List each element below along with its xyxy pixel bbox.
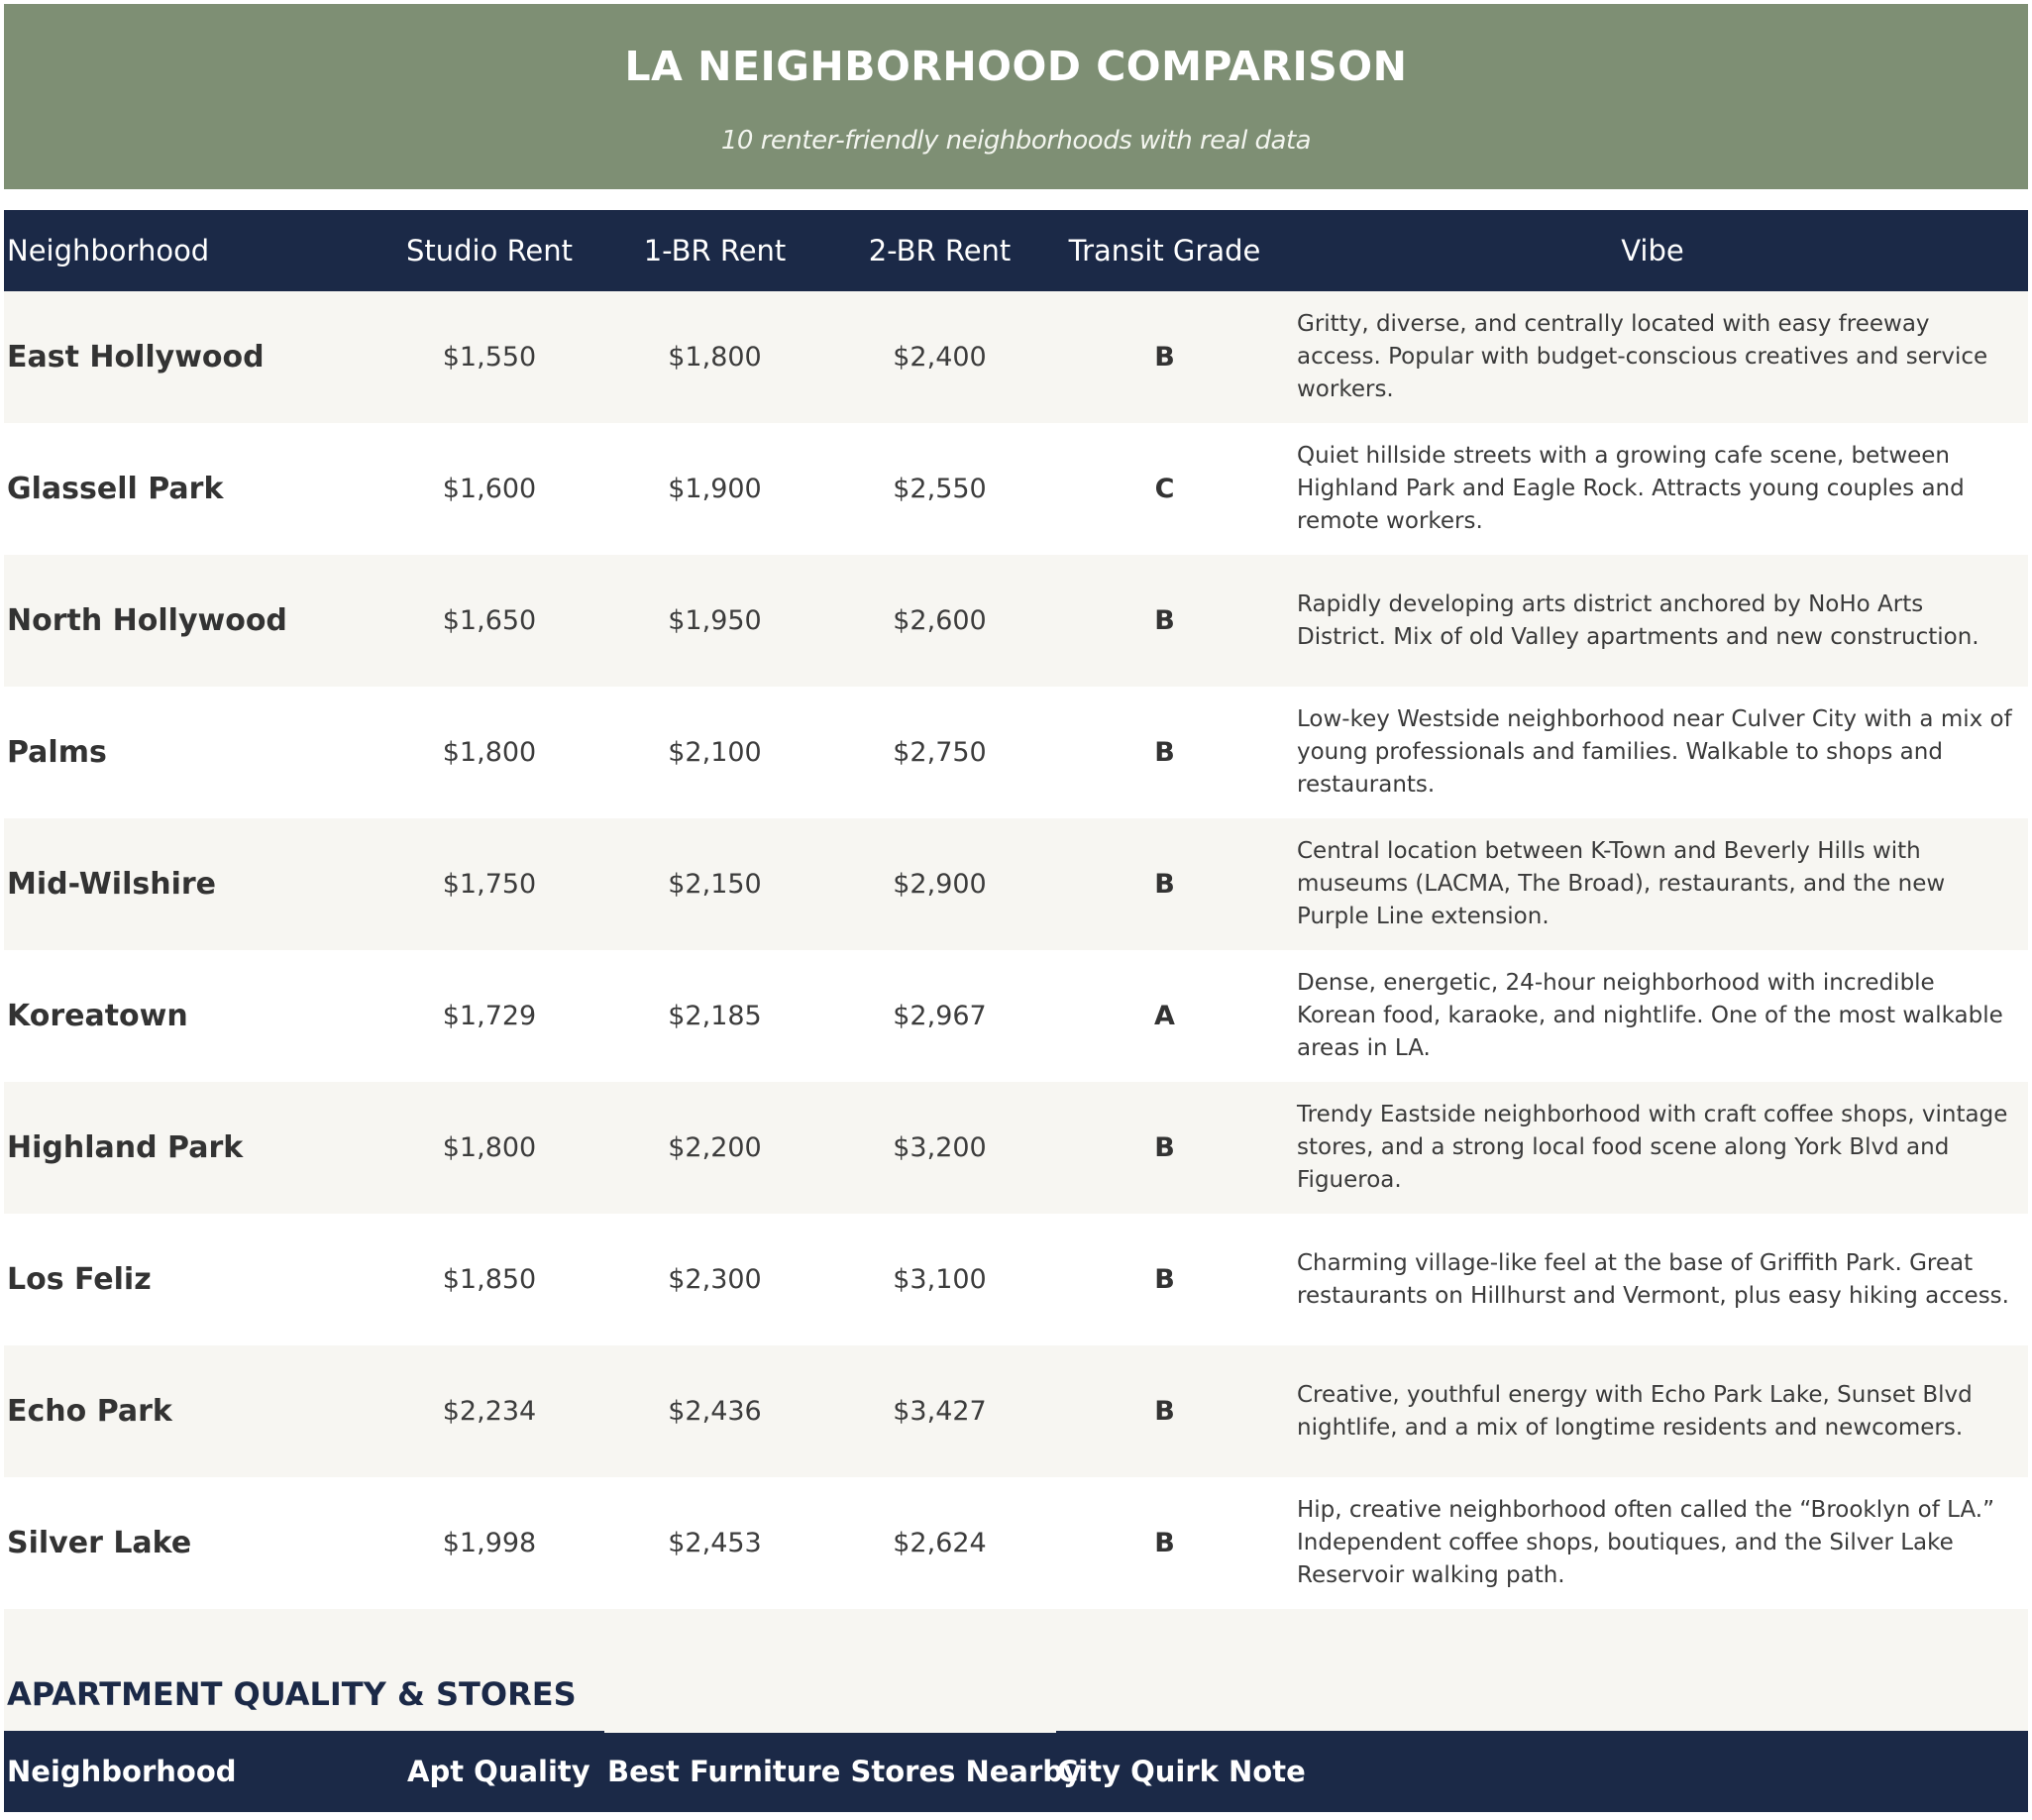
cell-2br-rent: $2,550 [893, 474, 987, 504]
header-transit-grade: Transit Grade [1068, 234, 1261, 268]
cell-studio-rent: $1,550 [442, 342, 537, 373]
cell-vibe: Low-key Westside neighborhood near Culver City with a mix of young professionals and families. Walkable to shops and restaurants. [1297, 706, 2012, 798]
header-studio-rent: Studio Rent [405, 234, 574, 268]
page [4, 4, 2028, 1812]
cell-1br-rent: $1,950 [668, 605, 762, 636]
header-neighborhood-2: Neighborhood [7, 1755, 237, 1788]
table-row [4, 291, 2028, 423]
cell-2br-rent: $2,967 [893, 1001, 987, 1031]
cell-vibe: Trendy Eastside neighborhood with craft coffee shops, vintage stores, and a strong local food scene along York Blvd and Figueroa. [1297, 1102, 2008, 1193]
cell-transit-grade: B [1154, 342, 1175, 373]
cell-2br-rent: $2,624 [893, 1528, 987, 1558]
section-apartment-quality [4, 1609, 2028, 1731]
page-subtitle: 10 renter-friendly neighborhoods with real data [720, 126, 1312, 156]
cell-2br-rent: $2,400 [893, 342, 987, 373]
cell-neighborhood: Koreatown [7, 999, 188, 1033]
table-row [4, 950, 2028, 1082]
cell-transit-grade: B [1154, 1396, 1175, 1427]
cell-neighborhood: Silver Lake [7, 1526, 192, 1560]
cell-vibe: Quiet hillside streets with a growing cafe scene, between Highland Park and Eagle Rock. Attracts young couples and remote workers. [1297, 443, 1965, 534]
cell-neighborhood: East Hollywood [7, 340, 265, 375]
cell-neighborhood: Los Feliz [7, 1262, 152, 1297]
cell-2br-rent: $2,600 [893, 605, 987, 636]
banner-spacer [4, 189, 2028, 210]
cell-studio-rent: $1,600 [442, 474, 537, 504]
cell-transit-grade: B [1154, 1264, 1175, 1295]
section-title: APARTMENT QUALITY & STORES [7, 1675, 577, 1713]
table-row [4, 1345, 2028, 1477]
title-banner [4, 4, 2028, 189]
header-2br-rent: 2-BR Rent [868, 234, 1012, 268]
cell-1br-rent: $2,436 [668, 1396, 762, 1427]
header-neighborhood: Neighborhood [7, 234, 210, 268]
table-row [4, 1477, 2028, 1609]
table-row [4, 818, 2028, 950]
cell-neighborhood: Echo Park [7, 1394, 172, 1429]
cell-neighborhood: Glassell Park [7, 472, 224, 506]
cell-1br-rent: $2,200 [668, 1132, 762, 1163]
header-apt-quality: Apt Quality [407, 1755, 590, 1788]
table-row [4, 423, 2028, 555]
cell-2br-rent: $2,750 [893, 737, 987, 768]
table-row [4, 1214, 2028, 1345]
header-vibe: Vibe [1621, 234, 1684, 268]
cell-2br-rent: $3,427 [893, 1396, 987, 1427]
cell-1br-rent: $2,453 [668, 1528, 762, 1558]
header-city-quirk: City Quirk Note [1057, 1755, 1306, 1788]
quality-table-header-row [4, 1731, 2028, 1812]
cell-transit-grade: B [1154, 869, 1175, 900]
cell-studio-rent: $1,998 [442, 1528, 537, 1558]
table-row [4, 687, 2028, 818]
cell-studio-rent: $1,850 [442, 1264, 537, 1295]
page-title: LA NEIGHBORHOOD COMPARISON [624, 43, 1408, 90]
cell-neighborhood: Mid-Wilshire [7, 867, 217, 902]
cell-vibe: Charming village-like feel at the base of Griffith Park. Great restaurants on Hillhurst and Vermont, plus easy hiking access. [1297, 1249, 2009, 1309]
header-furniture-stores: Best Furniture Stores Nearby [607, 1755, 1082, 1788]
cell-1br-rent: $1,900 [668, 474, 762, 504]
cell-1br-rent: $2,100 [668, 737, 762, 768]
cell-studio-rent: $1,729 [442, 1001, 537, 1031]
cell-studio-rent: $1,650 [442, 605, 537, 636]
cell-studio-rent: $1,800 [442, 737, 537, 768]
table-row [4, 555, 2028, 687]
neighborhood-table [4, 210, 2028, 1609]
cell-1br-rent: $2,150 [668, 869, 762, 900]
cell-2br-rent: $3,100 [893, 1264, 987, 1295]
cell-transit-grade: B [1154, 737, 1175, 768]
cell-transit-grade: A [1154, 1001, 1175, 1031]
cell-vibe: Hip, creative neighborhood often called the “Brooklyn of LA.” Independent coffee shops, boutiques, and the Silver Lake Reservoir walking path. [1297, 1497, 1995, 1588]
cell-1br-rent: $2,185 [668, 1001, 762, 1031]
cell-1br-rent: $2,300 [668, 1264, 762, 1295]
header-1br-rent: 1-BR Rent [643, 234, 787, 268]
cell-neighborhood: North Hollywood [7, 603, 287, 638]
cell-studio-rent: $1,750 [442, 869, 537, 900]
cell-transit-grade: C [1154, 474, 1175, 504]
cell-neighborhood: Palms [7, 735, 107, 770]
table-header-row [4, 210, 2028, 291]
cell-studio-rent: $1,800 [442, 1132, 537, 1163]
cell-transit-grade: B [1154, 605, 1175, 636]
cell-vibe: Gritty, diverse, and centrally located with easy freeway access. Popular with budget-conscious creatives and service workers. [1297, 311, 1988, 402]
cell-2br-rent: $3,200 [893, 1132, 987, 1163]
cell-vibe: Central location between K-Town and Beverly Hills with museums (LACMA, The Broad), restaurants, and the new Purple Line extension. [1297, 838, 1946, 929]
cell-vibe: Rapidly developing arts district anchored by NoHo Arts District. Mix of old Valley apartments and new construction. [1297, 590, 1979, 650]
cell-1br-rent: $1,800 [668, 342, 762, 373]
cell-vibe: Dense, energetic, 24-hour neighborhood with incredible Korean food, karaoke, and nightlife. One of the most walkable areas in LA. [1297, 970, 2003, 1061]
cell-vibe: Creative, youthful energy with Echo Park Lake, Sunset Blvd nightlife, and a mix of longtime residents and newcomers. [1297, 1381, 1973, 1441]
cell-neighborhood: Highland Park [7, 1130, 244, 1165]
cell-transit-grade: B [1154, 1528, 1175, 1558]
cell-2br-rent: $2,900 [893, 869, 987, 900]
cell-transit-grade: B [1154, 1132, 1175, 1163]
cell-studio-rent: $2,234 [442, 1396, 537, 1427]
table-row [4, 1082, 2028, 1214]
